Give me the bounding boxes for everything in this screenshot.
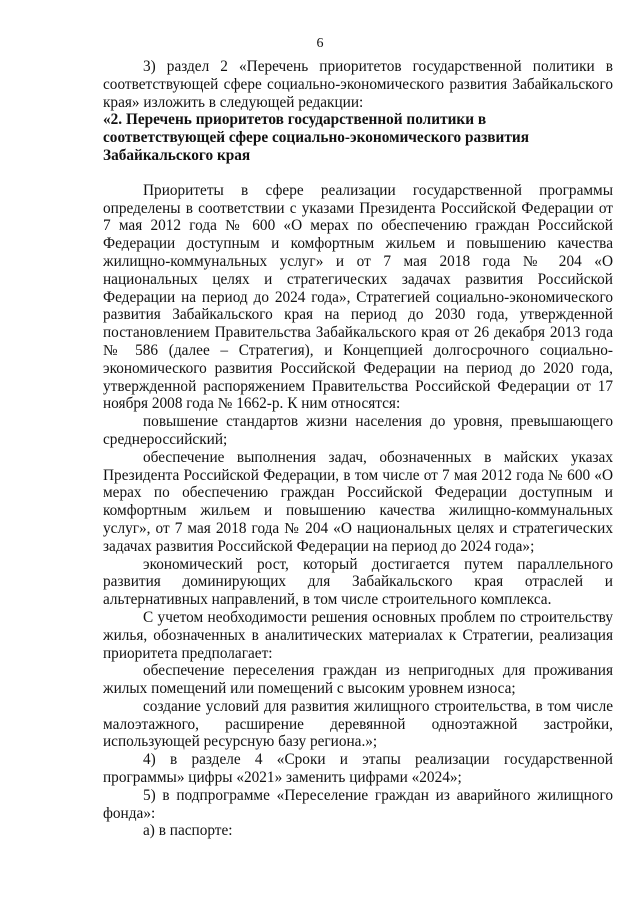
list-item: создание условий для развития жилищного строительства, в том числе малоэтажного, расширение деревянной одноэтажной застройки, использующей ресурсную базу региона.»; — [103, 697, 613, 751]
page-number: 6 — [316, 36, 324, 51]
amendment-item: а) в паспорте: — [143, 822, 233, 840]
list-item: экономический рост, который достигается путем параллельного развития доминирующих для Забайкальского края отраслей и альтернативных направлений, в том числе строительного комплекса. — [103, 555, 613, 609]
body-paragraph: С учетом необходимости решения основных проблем по строительству жилья, обозначенных в аналитических материалах к Стратегии, реализация приоритета предполагает: — [103, 608, 613, 662]
document-body — [103, 58, 613, 840]
body-paragraph: Приоритеты в сфере реализации государственной программы определены в соответствии с указами Президента Российской Федерации от 7 мая 2012 года № 600 «О мерах по обеспечению граждан Российской Федерации доступным и комфортным жильем и повышению качества жилищно-коммунальных услуг» и от 7 мая 2018 года № 204 «О национальных целях и стратегических задачах развития Российской Федерации на период до 2024 года», Стратегией социально-экономического развития Забайкальского края на период до 2030 года, утвержденной постановлением Правительства Забайкальского края от 26 декабря 2013 года № 586 (далее – Стратегия), и Концепцией долгосрочного социально-экономического развития Российской Федерации на период до 2020 года, утвержденной распоряжением Правительства Российской Федерации от 17 ноября 2008 года № 1662-р. К ним относятся: — [103, 181, 613, 413]
heading-line: «2. Перечень приоритетов государственной политики в — [103, 111, 487, 129]
list-item: повышение стандартов жизни населения до уровня, превышающего среднероссийский; — [103, 413, 613, 448]
section-heading — [103, 111, 613, 164]
heading-line: соответствующей сфере социально-экономического развития — [103, 129, 529, 147]
amendment-item: 5) в подпрограмме «Переселение граждан из аварийного жилищного фонда»: — [103, 786, 613, 822]
heading-line: Забайкальского края — [103, 146, 251, 164]
list-item: обеспечение выполнения задач, обозначенных в майских указах Президента Российской Федерации, в том числе от 7 мая 2012 года № 600 «О мерах по обеспечению граждан Российской Федерации доступным и комфортным жильем и повышению качества жилищно-коммунальных услуг», от 7 мая 2018 года № 204 «О национальных целях и стратегических задачах развития Российской Федерации на период до 2024 года»; — [103, 448, 613, 555]
intro-paragraph: 3) раздел 2 «Перечень приоритетов государственной политики в соответствующей сфере социально-экономического развития Забайкальского края» изложить в следующей редакции: — [103, 58, 613, 111]
list-item: обеспечение переселения граждан из непригодных для проживания жилых помещений или помещений с высоким уровнем износа; — [103, 662, 613, 698]
amendment-item: 4) в разделе 4 «Сроки и этапы реализации государственной программы» цифры «2021» заменить цифрами «2024»; — [103, 751, 613, 787]
